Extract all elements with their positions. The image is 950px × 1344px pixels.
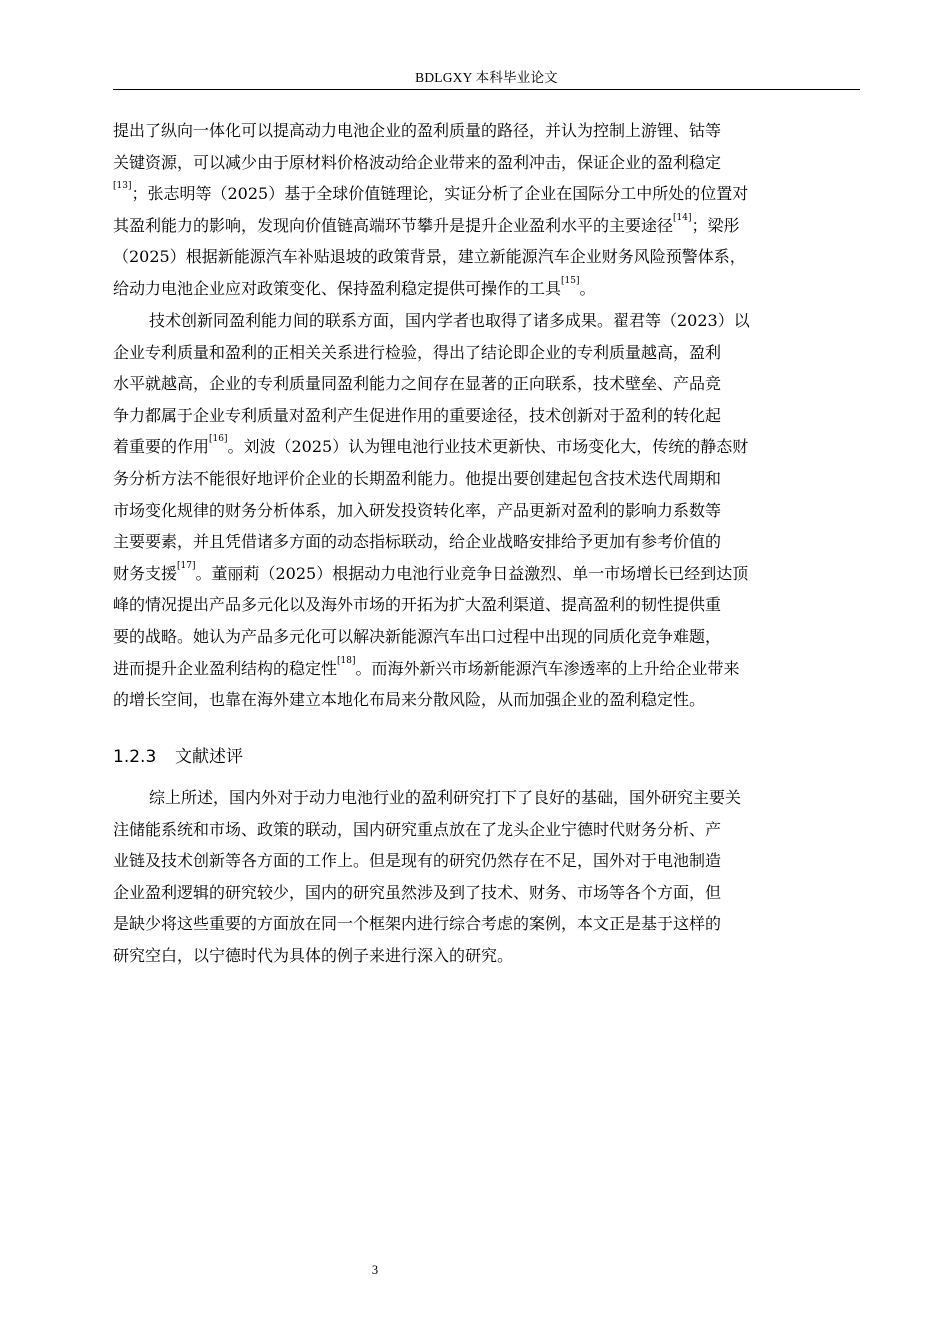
text-line (113, 558, 873, 590)
page-number: 3 (371, 1263, 379, 1277)
text-segment: 给动力电池企业应对政策变化、保持盈利稳定提供可操作的工具 (113, 278, 562, 298)
text-line: 峰的情况提出产品多元化以及海外市场的开拓为扩大盈利渠道、提高盈利的韧性提供重 (113, 595, 722, 615)
text-line: 市场变化规律的财务分析体系，加入研发投资转化率，产品更新对盈利的影响力系数等 (113, 500, 722, 520)
text-segment: 财务支援 (113, 563, 178, 583)
paragraph-continued (113, 115, 873, 305)
text-line: 要的战略。她认为产品多元化可以解决新能源汽车出口过程中出现的同质化竞争难题， (113, 626, 722, 646)
citation-ref: [18] (337, 655, 356, 666)
text-line (113, 653, 873, 685)
section-number: 1.2.3 (113, 747, 157, 767)
text-segment: ；梁彤 (691, 215, 740, 235)
text-line: 研究空白，以宁德时代为具体的例子来进行深入的研究。 (113, 945, 514, 965)
text-segment: ；张志明等（2025）基于全球价值链理论，实证分析了企业在国际分工中所处的位置对 (131, 184, 749, 204)
text-line: 务分析方法不能很好地评价企业的长期盈利能力。他提出要创建起包含技术迭代周期和 (113, 468, 722, 488)
text-line: 水平就越高，企业的专利质量同盈利能力之间存在显著的正向联系，技术壁垒、产品竞 (113, 374, 722, 394)
text-line (113, 431, 873, 463)
text-line: 综上所述，国内外对于动力电池行业的盈利研究打下了良好的基础，国外研究主要关 (149, 788, 742, 807)
text-segment: 。 (579, 278, 596, 298)
text-line: 技术创新同盈利能力间的联系方面，国内学者也取得了诸多成果。翟君等（2023）以 (149, 311, 750, 330)
section-heading (113, 742, 243, 772)
paragraph-tech-innovation (113, 305, 873, 716)
citation-ref: [16] (209, 434, 228, 445)
section-title: 文献述评 (175, 747, 243, 767)
text-line: 是缺少将这些重要的方面放在同一个框架内进行综合考虑的案例，本文正是基于这样的 (113, 914, 722, 934)
text-line: 关键资源，可以减少由于原材料价格波动给企业带来的盈利冲击，保证企业的盈利稳定 (113, 152, 722, 172)
text-line: 业链及技术创新等各方面的工作上。但是现有的研究仍然存在不足，国外对于电池制造 (113, 851, 722, 871)
text-line (113, 273, 873, 305)
text-segment: 进而提升企业盈利结构的稳定性 (113, 658, 338, 678)
header-rule (113, 89, 860, 90)
page-header-title: BDLGXY 本科毕业论文 (415, 70, 558, 85)
text-line: 企业盈利逻辑的研究较少，国内的研究虽然涉及到了技术、财务、市场等各个方面，但 (113, 882, 722, 902)
citation-ref: [17] (177, 560, 196, 571)
text-line: 主要要素，并且凭借诸多方面的动态指标联动，给企业战略安排给予更加有参考价值的 (113, 532, 722, 552)
text-segment: 其盈利能力的影响，发现向价值链高端环节攀升是提升企业盈利水平的主要途径 (113, 215, 674, 235)
text-line: 企业专利质量和盈利的正相关关系进行检验，得出了结论即企业的专利质量越高，盈利 (113, 342, 722, 362)
text-line: 的增长空间，也靠在海外建立本地化布局来分散风险，从而加强企业的盈利稳定性。 (113, 690, 706, 710)
citation-ref: [15] (561, 275, 580, 286)
text-line: 争力都属于企业专利质量对盈利产生促进作用的重要途径，技术创新对于盈利的转化起 (113, 405, 722, 425)
paragraph-literature-review (113, 782, 873, 972)
text-line: 提出了纵向一体化可以提高动力电池企业的盈利质量的路径，并认为控制上游锂、钴等 (113, 121, 722, 140)
text-segment: 。刘波（2025）认为锂电池行业技术更新快、市场变化大，传统的静态财 (227, 437, 749, 457)
citation-ref: [14] (673, 212, 692, 223)
text-segment: 着重要的作用 (113, 437, 210, 457)
text-line (113, 210, 873, 242)
text-line: 注储能系统和市场、政策的联动，国内研究重点放在了龙头企业宁德时代财务分析、产 (113, 819, 722, 839)
text-line: （2025）根据新能源汽车补贴退坡的政策背景，建立新能源汽车企业财务风险预警体系， (113, 247, 746, 267)
citation-ref: [13] (113, 181, 132, 192)
text-segment: 。而海外新兴市场新能源汽车渗透率的上升给企业带来 (355, 658, 740, 678)
text-line (113, 178, 873, 210)
text-segment: 。董丽莉（2025）根据动力电池行业竞争日益激烈、单一市场增长已经到达顶 (195, 563, 749, 583)
